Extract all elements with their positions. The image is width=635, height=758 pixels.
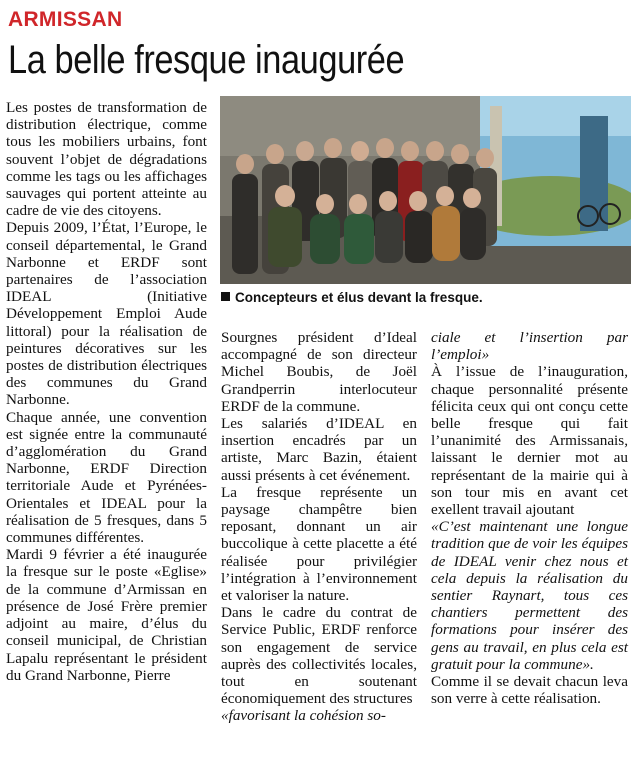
photo-caption-text: Concepteurs et élus devant la fresque. — [235, 290, 483, 305]
paragraph: Les salariés d’IDEAL en insertion encadrés par un artiste, Marc Bazin, étaient aussi présents à cet événement. — [221, 415, 417, 484]
paragraph: Mardi 9 février a été inaugurée la fresque sur le poste «Eglise» de la commune d’Armissan en présence de José Frère premier adjoint au maire, d’élus du conseil municipal, de Christian Lapalu représentant le président du Grand Narbonne, Pierre — [6, 546, 207, 684]
section-kicker: ARMISSAN — [8, 8, 123, 31]
photo-caption — [221, 290, 483, 305]
article-photo — [220, 96, 631, 284]
group-photo-illustration — [220, 96, 631, 284]
paragraph: Comme il se devait chacun leva son verre à cette réalisation. — [431, 673, 628, 708]
article-headline: La belle fresque inaugurée — [8, 38, 405, 82]
paragraph: Sourgnes président d’Ideal accompagné de son directeur Michel Boubis, de Joël Grandperrin interlocuteur ERDF de la commune. — [221, 329, 417, 415]
article-column-3 — [431, 329, 628, 707]
paragraph: Dans le cadre du contrat de Service Public, ERDF renforce son engagement de service auprès des collectivités locales, tout en soutenant économiquement des structures — [221, 604, 417, 708]
article-column-2 — [221, 329, 417, 725]
paragraph: À l’issue de l’inauguration, chaque personnalité présente félicita ceux qui ont conçu cette belle fresque qui fait l’unanimité des Armissanais, laissant le dernier mot au représentant de la mairie qui à son tour mis en avant cet exellent travail ajoutant — [431, 363, 628, 519]
paragraph: La fresque représente un paysage champêtre bien reposant, donnant un air buccolique à cette placette a été réalisée pour privilégier l’intégration à l’environnement et valoriser la nature. — [221, 483, 417, 605]
paragraph: Depuis 2009, l’État, l’Europe, le conseil départemental, le Grand Narbonne et ERDF sont partenaires de l’association IDEAL (Initiative Développement Emploi Aude littoral) pour la réalisation de peintures décoratives sur les postes de distribution électriques des communes du Grand Narbonne. — [6, 219, 207, 409]
article-column-1 — [6, 99, 207, 684]
quote-start: «favorisant la cohésion so- — [221, 707, 386, 725]
quote-end: ciale et l’insertion par l’emploi» — [431, 329, 628, 364]
paragraph: Chaque année, une convention est signée entre la communauté d’agglomération du Grand Narbonne, ERDF Direction territoriale Aude et Pyrénées-Orientales et IDEAL pour la réalisation de 5 fresques, dans 5 communes différentes. — [6, 408, 207, 547]
mayor-quote: «C’est maintenant une longue tradition que de voir les équipes de IDEAL venir chez nous et cela depuis la réalisation du sentier Raynart, tous ces chantiers permettent des formations pour insérer des gens au travail, en plus cela est gratuit pour la commune». — [431, 518, 628, 673]
caption-square-icon — [221, 292, 230, 301]
paragraph: Les postes de transformation de distribution électrique, comme tous les mobiliers urbains, font souvent l’objet de dégradations comme les tags ou les affichages sauvages qui portent atteinte au cadre de vie des citoyens. — [6, 99, 207, 220]
